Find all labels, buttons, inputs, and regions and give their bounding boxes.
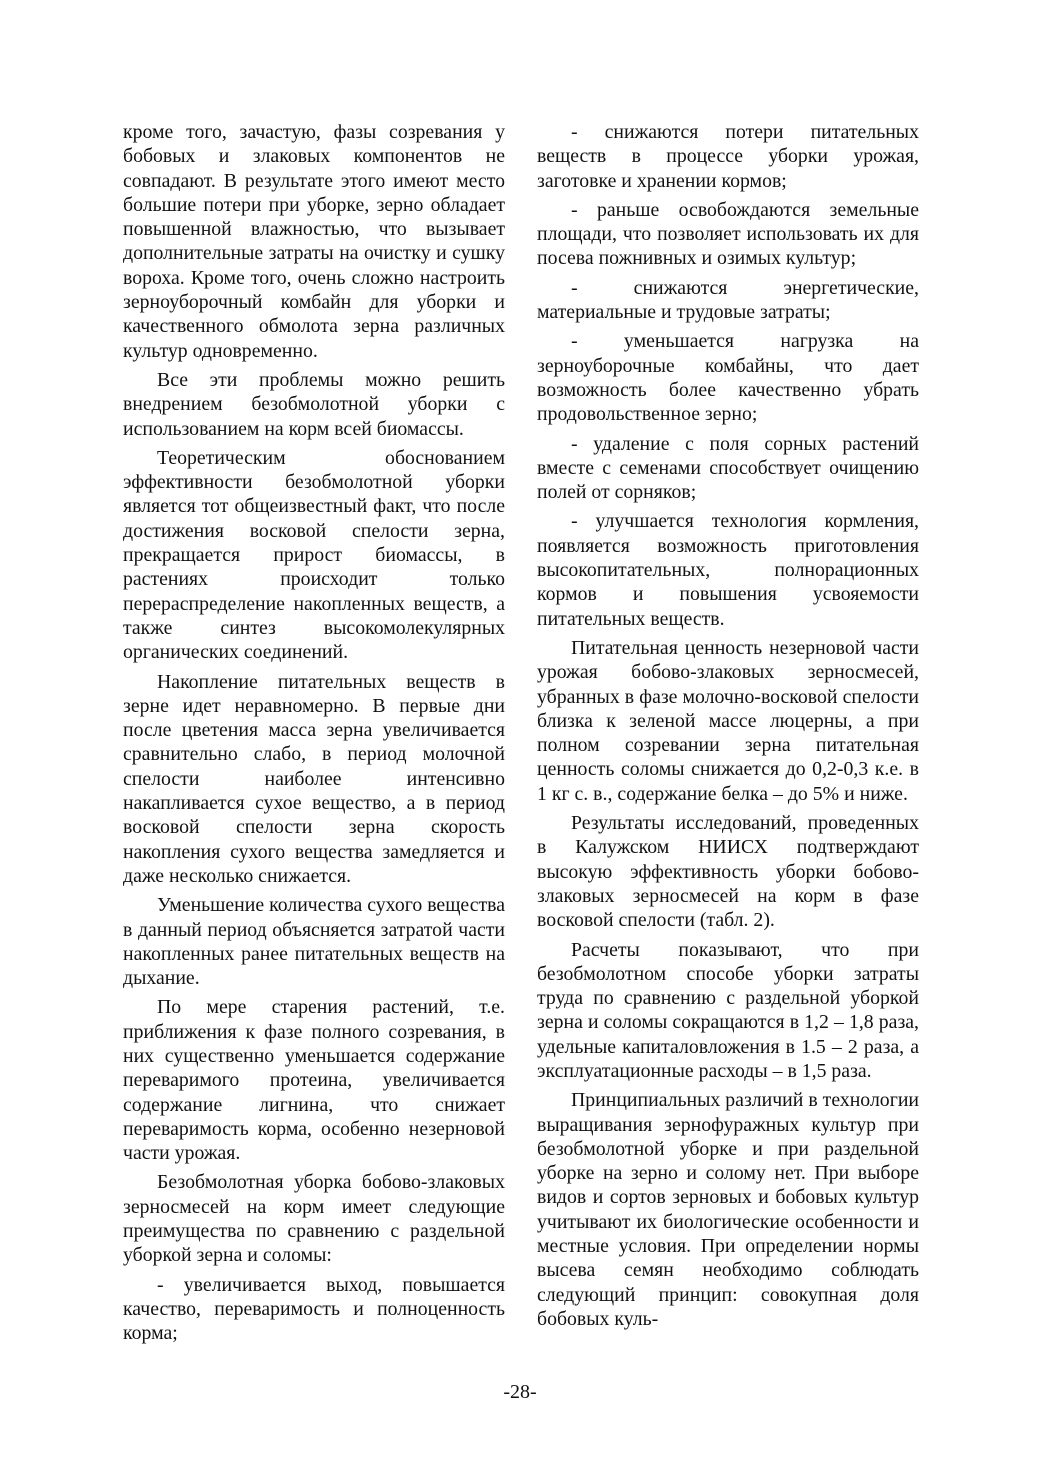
left-column [123, 120, 505, 1346]
paragraph: Накопление питательных веществ в зерне идет неравномерно. В первые дни после цветения масса зерна увеличивается сравнительно слабо, в период молочной спелости наиболее интенсивно накапливается сухое вещество, а в период восковой спелости зерна скорость накопления сухого вещества замедляется и даже несколько снижается. [123, 670, 505, 887]
list-item: - увеличивается выход, повышается качество, переваримость и полноценность корма; [123, 1273, 505, 1345]
right-column [537, 120, 919, 1331]
paragraph: Все эти проблемы можно решить внедрением безобмолотной уборки с использованием на корм всей биомассы. [123, 368, 505, 440]
paragraph: Результаты исследований, проведенных в Калужском НИИСХ подтверждают высокую эффективность уборки бобово-злаковых зерносмесей на корм в фазе восковой спелости (табл. 2). [537, 812, 919, 932]
paragraph: кроме того, зачастую, фазы созревания у бобовых и злаковых компонентов не совпадают. В результате этого имеют место большие потери при уборке, зерно обладает повышенной влажностью, что вызывает дополнительные затраты на очистку и сушку вороха. Кроме того, очень сложно настроить зерноуборочный комбайн для уборки и качественного обмолота зерна различных культур одновременно. [123, 121, 505, 362]
list-item: - уменьшается нагрузка на зерноуборочные комбайны, что дает возможность более качественно убрать продовольственное зерно; [537, 330, 919, 426]
paragraph: Принципиальных различий в технологии выращивания зернофуражных культур при безобмолотной уборке и при раздельной уборке на зерно и солому нет. При выборе видов и сортов зерновых и бобовых культур учитывают их биологические особенности и местные условия. При определении нормы высева семян необходимо соблюдать следующий принцип: совокупная доля бобовых куль- [537, 1089, 919, 1330]
list-item: - снижаются энергетические, материальные и трудовые затраты; [537, 276, 919, 324]
list-item: - раньше освобождаются земельные площади, что позволяет использовать их для посева пожнивных и озимых культур; [537, 198, 919, 270]
paragraph: Расчеты показывают, что при безобмолотном способе уборки затраты труда по сравнению с раздельной уборкой зерна и соломы сокращаются в 1,2 – 1,8 раза, удельные капиталовложения в 1.5 – 2 раза, а эксплуатационные расходы – в 1,5 раза. [537, 938, 919, 1082]
paragraph: Безобмолотная уборка бобово-злаковых зерносмесей на корм имеет следующие преимущества по сравнению с раздельной уборкой зерна и соломы: [123, 1171, 505, 1267]
list-item: - улучшается технология кормления, появляется возможность приготовления высокопитательных, полнорационных кормов и повышения усвояемости питательных веществ. [537, 510, 919, 630]
list-item: - удаление с поля сорных растений вместе с семенами способствует очищению полей от сорняков; [537, 432, 919, 504]
list-item: - снижаются потери питательных веществ в процессе уборки урожая, заготовке и хранении кормов; [537, 121, 919, 192]
paragraph: Уменьшение количества сухого вещества в данный период объясняется затратой части накопленных ранее питательных веществ на дыхание. [123, 894, 505, 990]
page-number: -28- [503, 1381, 537, 1403]
paragraph: Теоретическим обоснованием эффективности безобмолотной уборки является тот общеизвестный факт, что после достижения восковой спелости зерна, прекращается прирост биомассы, в растениях происходит только перераспределение накопленных веществ, а также синтез высокомолекулярных органических соединений. [123, 446, 505, 664]
paragraph: По мере старения растений, т.е. приближения к фазе полного созревания, в них существенно уменьшается содержание переваримого протеина, увеличивается содержание лигнина, что снижает переваримость корма, особенно незерновой части урожая. [123, 996, 505, 1165]
paragraph: Питательная ценность незерновой части урожая бобово-злаковых зерносмесей, убранных в фазе молочно-восковой спелости близка к зеленой массе люцерны, а при полном созревании зерна питательная ценность соломы снижается до 0,2-0,3 к.е. в 1 кг с. в., содержание белка – до 5% и ниже. [537, 636, 919, 805]
